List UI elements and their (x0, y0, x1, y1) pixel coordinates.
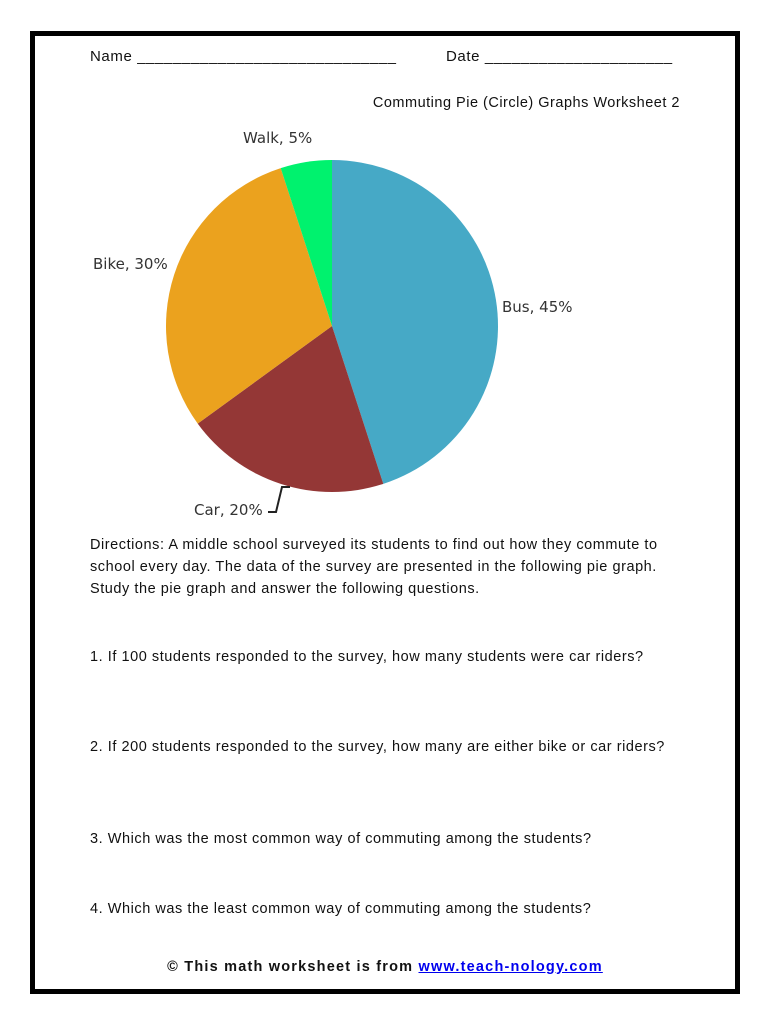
name-label: Name (90, 48, 133, 65)
label-bus: Bus, 45% (502, 298, 573, 316)
question-2: 2. If 200 students responded to the survey, how many are either bike or car riders? (90, 739, 665, 755)
date-label: Date (446, 48, 481, 65)
footer-link[interactable]: www.teach-nology.com (418, 959, 603, 975)
car-leader-line (268, 487, 290, 512)
label-walk: Walk, 5% (243, 129, 313, 147)
footer-text: © This math worksheet is from (167, 959, 419, 975)
directions-text: Directions: A middle school surveyed its students to find out how they commute to school every day. The data of the survey are presented in the following pie graph. Study the pie graph and answer the following questions. (90, 537, 658, 597)
label-bike: Bike, 30% (93, 255, 168, 273)
label-car: Car, 20% (194, 501, 263, 519)
footer (0, 959, 770, 975)
worksheet-title: Commuting Pie (Circle) Graphs Worksheet 2 (372, 95, 680, 111)
question-4: 4. Which was the least common way of commuting among the students? (90, 901, 592, 917)
date-blank: _____________________ (484, 48, 673, 65)
question-3: 3. Which was the most common way of commuting among the students? (90, 831, 592, 847)
name-blank: _____________________________ (137, 48, 397, 65)
question-1: 1. If 100 students responded to the survey, how many students were car riders? (90, 649, 644, 665)
